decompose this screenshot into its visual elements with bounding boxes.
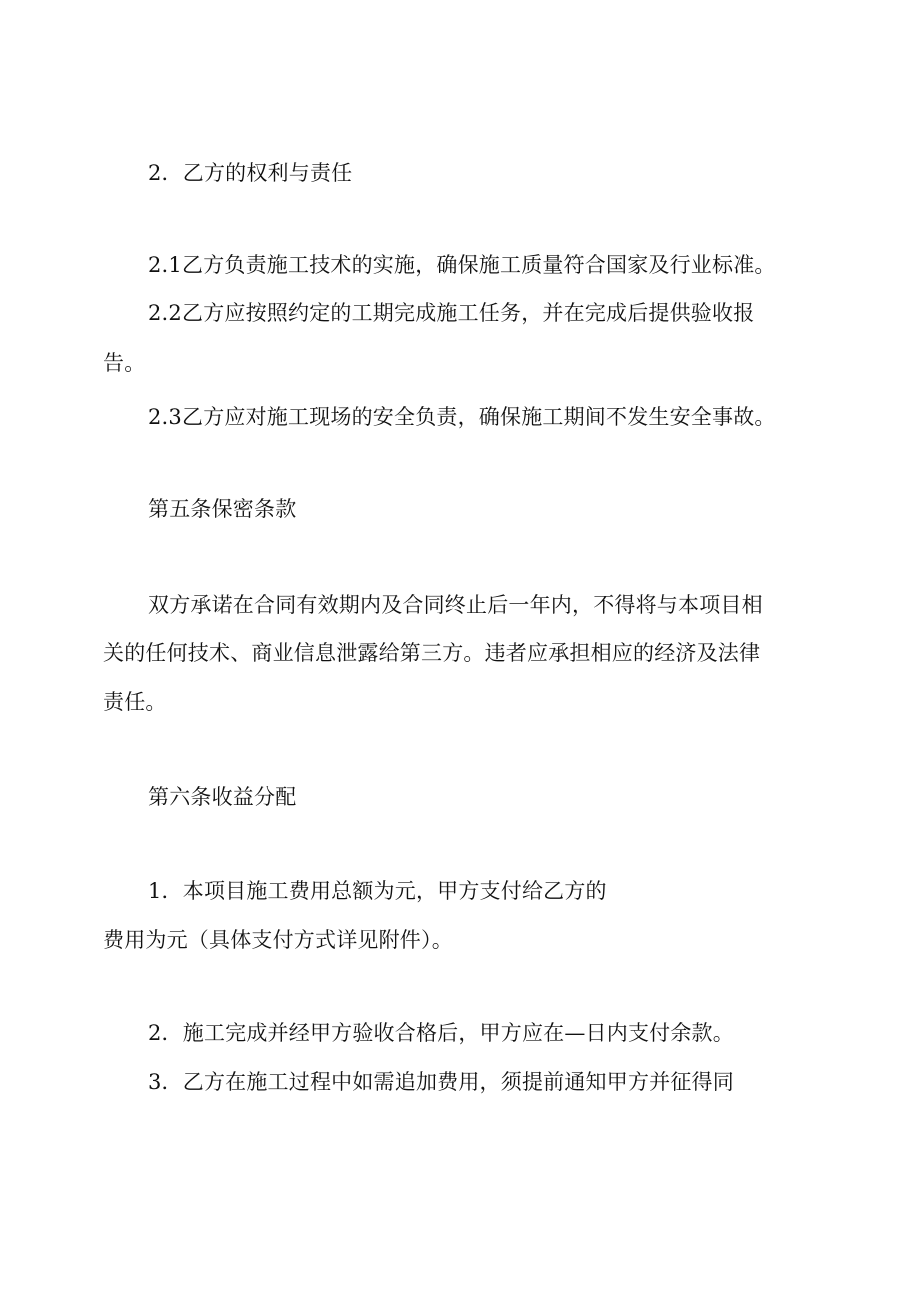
article-6-title: 第六条收益分配 <box>148 785 297 809</box>
clause-6-2: 2．施工完成并经甲方验收合格后，甲方应在—日内支付余款。 <box>148 1021 734 1045</box>
clause-6-1-line-1: 1．本项目施工费用总额为元，甲方支付给乙方的 <box>148 879 607 903</box>
clause-2-1: 2.1乙方负责施工技术的实施，确保施工质量符合国家及行业标准。 <box>148 253 776 277</box>
clause-2-3: 2.3乙方应对施工现场的安全负责，确保施工期间不发生安全事故。 <box>148 405 776 429</box>
clause-2-2-line-2: 告。 <box>103 351 146 375</box>
article-5-title: 第五条保密条款 <box>148 497 297 521</box>
clause-2-2-line-1: 2.2乙方应按照约定的工期完成施工任务，并在完成后提供验收报 <box>148 301 755 325</box>
article-5-paragraph-line-3: 责任。 <box>103 690 167 714</box>
article-5-paragraph-line-2: 关的任何技术、商业信息泄露给第三方。违者应承担相应的经济及法律 <box>103 641 761 665</box>
clause-6-1-line-2: 费用为元（具体支付方式详见附件）。 <box>103 928 453 952</box>
clause-6-3: 3．乙方在施工过程中如需追加费用，须提前通知甲方并征得同 <box>148 1070 734 1094</box>
section-heading: 2．乙方的权利与责任 <box>148 161 353 185</box>
article-5-paragraph-line-1: 双方承诺在合同有效期内及合同终止后一年内，不得将与本项目相 <box>148 593 763 617</box>
